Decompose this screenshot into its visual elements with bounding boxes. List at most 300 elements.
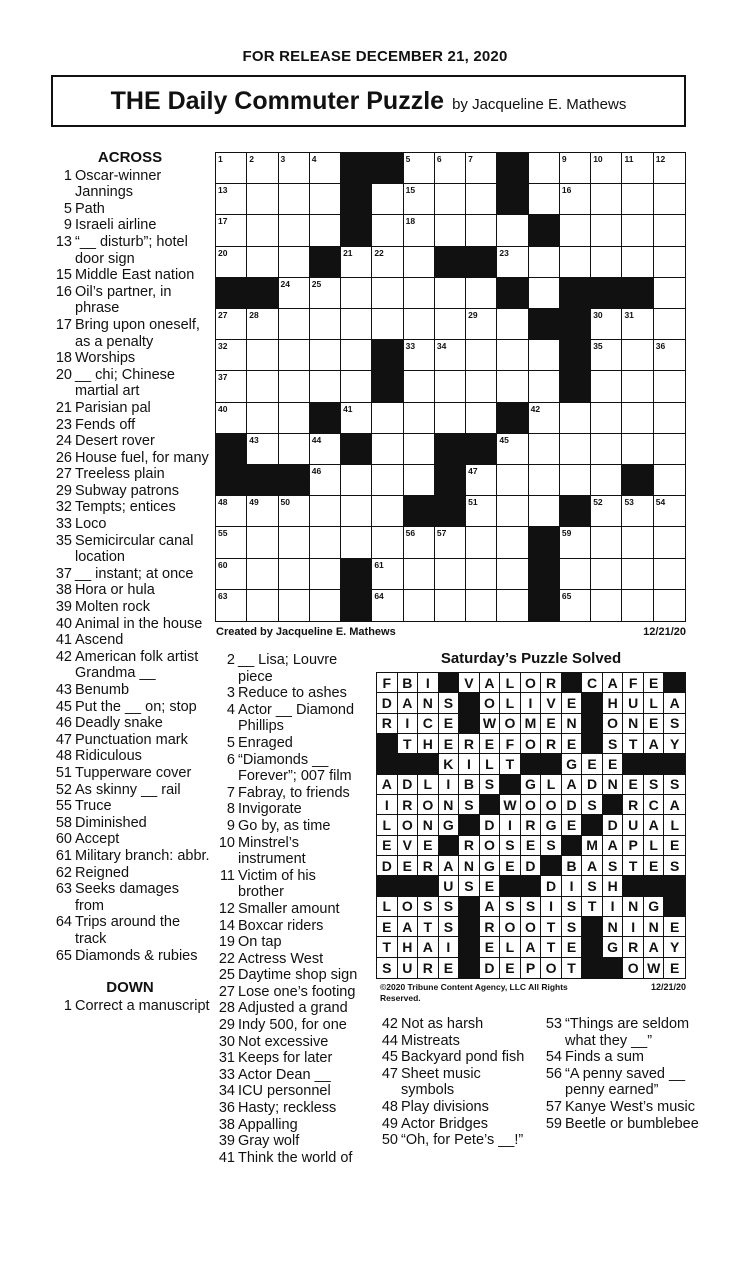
grid-cell[interactable]: [529, 434, 560, 465]
grid-cell[interactable]: [560, 527, 591, 558]
grid-cell[interactable]: [216, 403, 247, 434]
grid-cell[interactable]: [497, 527, 528, 558]
clue-number: 51: [55, 764, 72, 781]
solution-block: [521, 876, 542, 896]
cell-number: 30: [593, 310, 603, 320]
grid-cell[interactable]: [372, 309, 403, 340]
grid-cell[interactable]: [591, 465, 622, 496]
solution-cell: F: [500, 734, 521, 754]
solution-cell: R: [480, 917, 501, 937]
grid-cell[interactable]: [216, 309, 247, 340]
solution-cell: D: [521, 856, 542, 876]
grid-cell[interactable]: [404, 184, 435, 215]
clue-text: Israeli airline: [75, 217, 157, 234]
grid-cell[interactable]: [466, 403, 497, 434]
solution-cell: U: [398, 958, 419, 978]
grid-cell[interactable]: [529, 371, 560, 402]
grid-cell[interactable]: [591, 434, 622, 465]
solution-cell: I: [377, 795, 398, 815]
solution-cell: D: [480, 815, 501, 835]
solution-block: [439, 836, 460, 856]
grid-cell[interactable]: [497, 247, 528, 278]
grid-cell[interactable]: [654, 215, 685, 246]
grid-cell[interactable]: [654, 496, 685, 527]
grid-cell[interactable]: [654, 434, 685, 465]
grid-cell[interactable]: [372, 403, 403, 434]
grid-cell[interactable]: [372, 590, 403, 621]
grid-cell[interactable]: [466, 590, 497, 621]
solution-block: [582, 693, 603, 713]
grid-cell[interactable]: [466, 465, 497, 496]
grid-cell[interactable]: [247, 340, 278, 371]
grid-cell[interactable]: [247, 559, 278, 590]
solution-cell: T: [500, 754, 521, 774]
solution-cell: L: [500, 937, 521, 957]
grid-cell[interactable]: [591, 527, 622, 558]
solution-cell: C: [418, 714, 439, 734]
clue-text: Seeks damages from: [75, 881, 179, 914]
grid-cell[interactable]: [247, 403, 278, 434]
grid-cell[interactable]: [560, 465, 591, 496]
grid-cell[interactable]: [654, 278, 685, 309]
grid-cell[interactable]: [247, 184, 278, 215]
grid-cell[interactable]: [341, 340, 372, 371]
grid-cell[interactable]: [247, 247, 278, 278]
grid-cell[interactable]: [310, 590, 341, 621]
grid-cell[interactable]: [279, 309, 310, 340]
clue-number: 42: [55, 648, 72, 665]
clue-text: __ Lisa; Louvre piece: [238, 652, 338, 685]
grid-cell[interactable]: [497, 434, 528, 465]
grid-block: [341, 153, 372, 184]
clue-number: 45: [381, 1049, 398, 1066]
grid-cell[interactable]: [435, 215, 466, 246]
grid-cell[interactable]: [497, 340, 528, 371]
solution-cell: L: [377, 897, 398, 917]
solution-cell: S: [459, 795, 480, 815]
clue-item: [376, 1116, 536, 1133]
solution-cell: S: [562, 897, 583, 917]
solution-cell: T: [418, 917, 439, 937]
grid-cell[interactable]: [654, 309, 685, 340]
grid-cell[interactable]: [622, 153, 653, 184]
grid-cell[interactable]: [404, 465, 435, 496]
grid-cell[interactable]: [216, 340, 247, 371]
clue-item: [213, 685, 363, 702]
clue-number: 9: [63, 217, 72, 234]
clue-number: 33: [218, 1066, 235, 1083]
grid-block: [435, 496, 466, 527]
grid-cell[interactable]: [310, 153, 341, 184]
grid-cell[interactable]: [466, 527, 497, 558]
grid-cell[interactable]: [654, 465, 685, 496]
grid-cell[interactable]: [279, 590, 310, 621]
solution-block: [664, 754, 685, 774]
grid-block: [497, 278, 528, 309]
grid-cell[interactable]: [216, 527, 247, 558]
grid-cell[interactable]: [372, 278, 403, 309]
clue-number: 37: [55, 565, 72, 582]
solution-block: [562, 673, 583, 693]
grid-cell[interactable]: [404, 559, 435, 590]
grid-cell[interactable]: [216, 153, 247, 184]
grid-cell[interactable]: [497, 465, 528, 496]
clue-item: [50, 582, 210, 599]
grid-cell[interactable]: [279, 434, 310, 465]
grid-cell[interactable]: [591, 403, 622, 434]
grid-cell[interactable]: [404, 215, 435, 246]
grid-cell[interactable]: [404, 340, 435, 371]
solution-cell: U: [439, 876, 460, 896]
solution-cell: S: [500, 836, 521, 856]
grid-cell[interactable]: [560, 184, 591, 215]
grid-cell[interactable]: [560, 215, 591, 246]
solution-cell: L: [500, 673, 521, 693]
grid-cell[interactable]: [497, 590, 528, 621]
grid-cell[interactable]: [310, 559, 341, 590]
grid-cell[interactable]: [622, 340, 653, 371]
grid-cell[interactable]: [435, 153, 466, 184]
grid-cell[interactable]: [372, 434, 403, 465]
grid-cell[interactable]: [435, 309, 466, 340]
grid-cell[interactable]: [529, 403, 560, 434]
grid-cell[interactable]: [310, 527, 341, 558]
grid-cell[interactable]: [622, 184, 653, 215]
grid-cell[interactable]: [372, 215, 403, 246]
grid-block: [560, 496, 591, 527]
grid-cell[interactable]: [435, 184, 466, 215]
solution-cell: S: [664, 714, 685, 734]
clue-number: 6: [226, 751, 235, 768]
grid-cell[interactable]: [216, 184, 247, 215]
grid-cell[interactable]: [310, 434, 341, 465]
grid-cell[interactable]: [310, 340, 341, 371]
cell-number: 18: [405, 216, 416, 227]
grid-cell[interactable]: [591, 247, 622, 278]
solution-block: [623, 876, 644, 896]
grid-cell[interactable]: [466, 309, 497, 340]
grid-cell[interactable]: [654, 184, 685, 215]
grid-cell[interactable]: [372, 247, 403, 278]
grid-cell[interactable]: [497, 215, 528, 246]
grid-cell[interactable]: [591, 590, 622, 621]
grid-cell[interactable]: [279, 247, 310, 278]
grid-cell[interactable]: [247, 215, 278, 246]
grid-cell[interactable]: [654, 559, 685, 590]
grid-cell[interactable]: [622, 559, 653, 590]
grid-cell[interactable]: [529, 247, 560, 278]
clue-item: [376, 1066, 536, 1099]
grid-cell[interactable]: [560, 247, 591, 278]
solution-cell: E: [480, 734, 501, 754]
grid-cell[interactable]: [560, 590, 591, 621]
solution-block: [603, 795, 624, 815]
grid-cell[interactable]: [279, 215, 310, 246]
grid-cell[interactable]: [466, 371, 497, 402]
grid-cell[interactable]: [622, 403, 653, 434]
solution-cell: S: [644, 775, 665, 795]
grid-cell[interactable]: [560, 559, 591, 590]
cell-number: 45: [499, 434, 509, 445]
grid-cell[interactable]: [404, 278, 435, 309]
clue-item: [50, 367, 210, 400]
solution-cell: L: [418, 775, 439, 795]
grid-cell[interactable]: [529, 278, 560, 309]
solution-cell: H: [398, 937, 419, 957]
solution-cell: R: [623, 795, 644, 815]
clue-number: 1: [63, 997, 72, 1014]
grid-cell[interactable]: [372, 527, 403, 558]
grid-cell[interactable]: [247, 309, 278, 340]
grid-cell[interactable]: [654, 590, 685, 621]
grid-cell[interactable]: [216, 371, 247, 402]
grid-cell[interactable]: [310, 215, 341, 246]
grid-cell[interactable]: [435, 403, 466, 434]
grid-cell[interactable]: [560, 403, 591, 434]
grid-cell[interactable]: [435, 559, 466, 590]
grid-cell[interactable]: [591, 184, 622, 215]
grid-cell[interactable]: [466, 215, 497, 246]
solution-cell: D: [377, 693, 398, 713]
clue-number: 34: [218, 1083, 235, 1100]
grid-cell[interactable]: [466, 496, 497, 527]
grid-cell[interactable]: [497, 559, 528, 590]
grid-cell[interactable]: [341, 371, 372, 402]
grid-cell[interactable]: [310, 496, 341, 527]
solution-cell: R: [541, 734, 562, 754]
cell-number: 41: [343, 403, 353, 414]
clue-text: Diamonds & rubies: [75, 947, 198, 964]
grid-cell[interactable]: [247, 590, 278, 621]
grid-cell[interactable]: [341, 278, 372, 309]
grid-cell[interactable]: [404, 403, 435, 434]
grid-cell[interactable]: [622, 590, 653, 621]
solution-cell: A: [582, 856, 603, 876]
clue-number: 14: [218, 917, 235, 934]
clues-column-1: [50, 150, 210, 1014]
clue-text: “Things are seldom what they __”: [565, 1016, 690, 1049]
grid-cell[interactable]: [341, 247, 372, 278]
grid-cell[interactable]: [279, 278, 310, 309]
grid-cell[interactable]: [591, 371, 622, 402]
grid-cell[interactable]: [404, 309, 435, 340]
solution-cell: E: [644, 673, 665, 693]
solution-cell: H: [418, 734, 439, 754]
clue-text: Benumb: [75, 682, 130, 698]
grid-cell[interactable]: [435, 371, 466, 402]
grid-block: [497, 153, 528, 184]
grid-cell[interactable]: [404, 153, 435, 184]
grid-cell[interactable]: [247, 496, 278, 527]
clue-item: [50, 616, 210, 633]
grid-cell[interactable]: [216, 559, 247, 590]
grid-cell[interactable]: [435, 527, 466, 558]
grid-cell[interactable]: [529, 153, 560, 184]
grid-cell[interactable]: [654, 153, 685, 184]
cell-number: 29: [468, 310, 478, 320]
grid-cell[interactable]: [654, 527, 685, 558]
grid-cell[interactable]: [279, 496, 310, 527]
grid-cell[interactable]: [279, 403, 310, 434]
clue-text: Middle East nation: [75, 267, 195, 284]
grid-cell[interactable]: [310, 465, 341, 496]
solution-block: [603, 958, 624, 978]
grid-cell[interactable]: [622, 496, 653, 527]
grid-cell[interactable]: [279, 340, 310, 371]
solution-cell: E: [562, 815, 583, 835]
solution-cell: E: [439, 714, 460, 734]
grid-cell[interactable]: [591, 309, 622, 340]
grid-cell[interactable]: [216, 496, 247, 527]
grid-cell[interactable]: [404, 371, 435, 402]
grid-cell[interactable]: [247, 371, 278, 402]
clue-text: Gray wolf: [238, 1133, 300, 1150]
grid-cell[interactable]: [279, 371, 310, 402]
solution-cell: A: [418, 937, 439, 957]
grid-cell[interactable]: [372, 465, 403, 496]
grid-cell[interactable]: [622, 371, 653, 402]
grid-cell[interactable]: [247, 527, 278, 558]
grid-cell[interactable]: [560, 434, 591, 465]
solution-cell: E: [418, 836, 439, 856]
solution-cell: L: [644, 693, 665, 713]
cell-number: 47: [468, 466, 478, 476]
grid-cell[interactable]: [654, 403, 685, 434]
grid-cell[interactable]: [435, 340, 466, 371]
grid-cell[interactable]: [466, 340, 497, 371]
solution-block: [664, 673, 685, 693]
solution-cell: T: [623, 856, 644, 876]
solution-cell: U: [623, 815, 644, 835]
grid-cell[interactable]: [404, 590, 435, 621]
grid-cell[interactable]: [591, 215, 622, 246]
grid-cell[interactable]: [279, 527, 310, 558]
down-header: DOWN: [106, 979, 154, 997]
clue-item: [50, 848, 210, 865]
grid-cell[interactable]: [591, 496, 622, 527]
grid-cell[interactable]: [529, 184, 560, 215]
cell-number: 40: [218, 403, 228, 414]
grid-cell[interactable]: [216, 247, 247, 278]
grid-cell[interactable]: [654, 340, 685, 371]
grid-cell[interactable]: [341, 403, 372, 434]
solution-cell: O: [521, 673, 542, 693]
grid-block: [466, 434, 497, 465]
cell-number: 55: [218, 528, 228, 539]
grid-cell[interactable]: [372, 496, 403, 527]
solution-cell: B: [398, 673, 419, 693]
grid-cell[interactable]: [622, 215, 653, 246]
grid-cell[interactable]: [497, 371, 528, 402]
grid-cell[interactable]: [404, 527, 435, 558]
grid-cell[interactable]: [529, 496, 560, 527]
grid-cell[interactable]: [216, 215, 247, 246]
grid-cell[interactable]: [466, 153, 497, 184]
grid-cell[interactable]: [466, 559, 497, 590]
grid-cell[interactable]: [247, 434, 278, 465]
grid-cell[interactable]: [341, 496, 372, 527]
grid-cell[interactable]: [341, 309, 372, 340]
grid-cell[interactable]: [372, 559, 403, 590]
clue-number: 19: [218, 934, 235, 951]
grid-cell[interactable]: [560, 153, 591, 184]
grid-cell[interactable]: [654, 247, 685, 278]
grid-block: [529, 309, 560, 340]
grid-cell[interactable]: [279, 184, 310, 215]
grid-cell[interactable]: [529, 340, 560, 371]
solution-cell: G: [480, 856, 501, 876]
solution-cell: G: [439, 815, 460, 835]
clue-text: “A penny saved __ penny earned”: [565, 1065, 686, 1099]
clue-item: [50, 201, 210, 218]
grid-cell[interactable]: [529, 465, 560, 496]
grid-cell[interactable]: [497, 496, 528, 527]
grid-cell[interactable]: [372, 184, 403, 215]
clue-text: Beetle or bumblebee: [565, 1115, 699, 1132]
clue-number: 22: [218, 950, 235, 967]
grid-date: 12/21/20: [643, 626, 686, 638]
clue-number: 40: [55, 615, 72, 632]
grid-cell[interactable]: [622, 527, 653, 558]
grid-cell[interactable]: [591, 340, 622, 371]
grid-cell[interactable]: [216, 590, 247, 621]
cell-number: 61: [374, 559, 384, 570]
grid-cell[interactable]: [247, 153, 278, 184]
grid-cell[interactable]: [341, 527, 372, 558]
grid-cell[interactable]: [435, 590, 466, 621]
solution-cell: E: [377, 917, 398, 937]
cell-number: 21: [343, 247, 353, 258]
grid-cell[interactable]: [310, 278, 341, 309]
grid-cell[interactable]: [435, 278, 466, 309]
clue-item: [540, 1116, 710, 1133]
clue-text: Not excessive: [238, 1033, 329, 1050]
grid-cell[interactable]: [404, 434, 435, 465]
grid-cell[interactable]: [310, 309, 341, 340]
clue-number: 47: [55, 731, 72, 748]
grid-cell[interactable]: [341, 465, 372, 496]
grid-cell[interactable]: [466, 184, 497, 215]
grid-cell[interactable]: [497, 309, 528, 340]
clue-item: [213, 1100, 363, 1117]
solution-block: [582, 917, 603, 937]
grid-cell[interactable]: [279, 559, 310, 590]
grid-cell[interactable]: [466, 278, 497, 309]
clue-text: __ chi; Chinese martial art: [75, 366, 175, 400]
grid-cell[interactable]: [310, 184, 341, 215]
cell-number: 16: [561, 185, 572, 196]
grid-cell[interactable]: [279, 153, 310, 184]
solution-cell: E: [500, 856, 521, 876]
cell-number: 32: [218, 341, 228, 352]
grid-cell[interactable]: [654, 371, 685, 402]
grid-cell[interactable]: [622, 309, 653, 340]
clue-number: 48: [55, 748, 72, 765]
clue-text: Minstrel’s instrument: [238, 834, 306, 868]
clue-number: 5: [63, 200, 72, 217]
grid-cell[interactable]: [591, 559, 622, 590]
grid-cell[interactable]: [404, 247, 435, 278]
solution-cell: H: [603, 693, 624, 713]
grid-cell[interactable]: [310, 371, 341, 402]
grid-cell[interactable]: [622, 434, 653, 465]
cell-number: 46: [311, 466, 322, 476]
grid-cell[interactable]: [591, 153, 622, 184]
grid-cell[interactable]: [622, 247, 653, 278]
clue-number: 35: [55, 532, 72, 549]
solution-cell: D: [541, 876, 562, 896]
title-box: [51, 75, 686, 127]
